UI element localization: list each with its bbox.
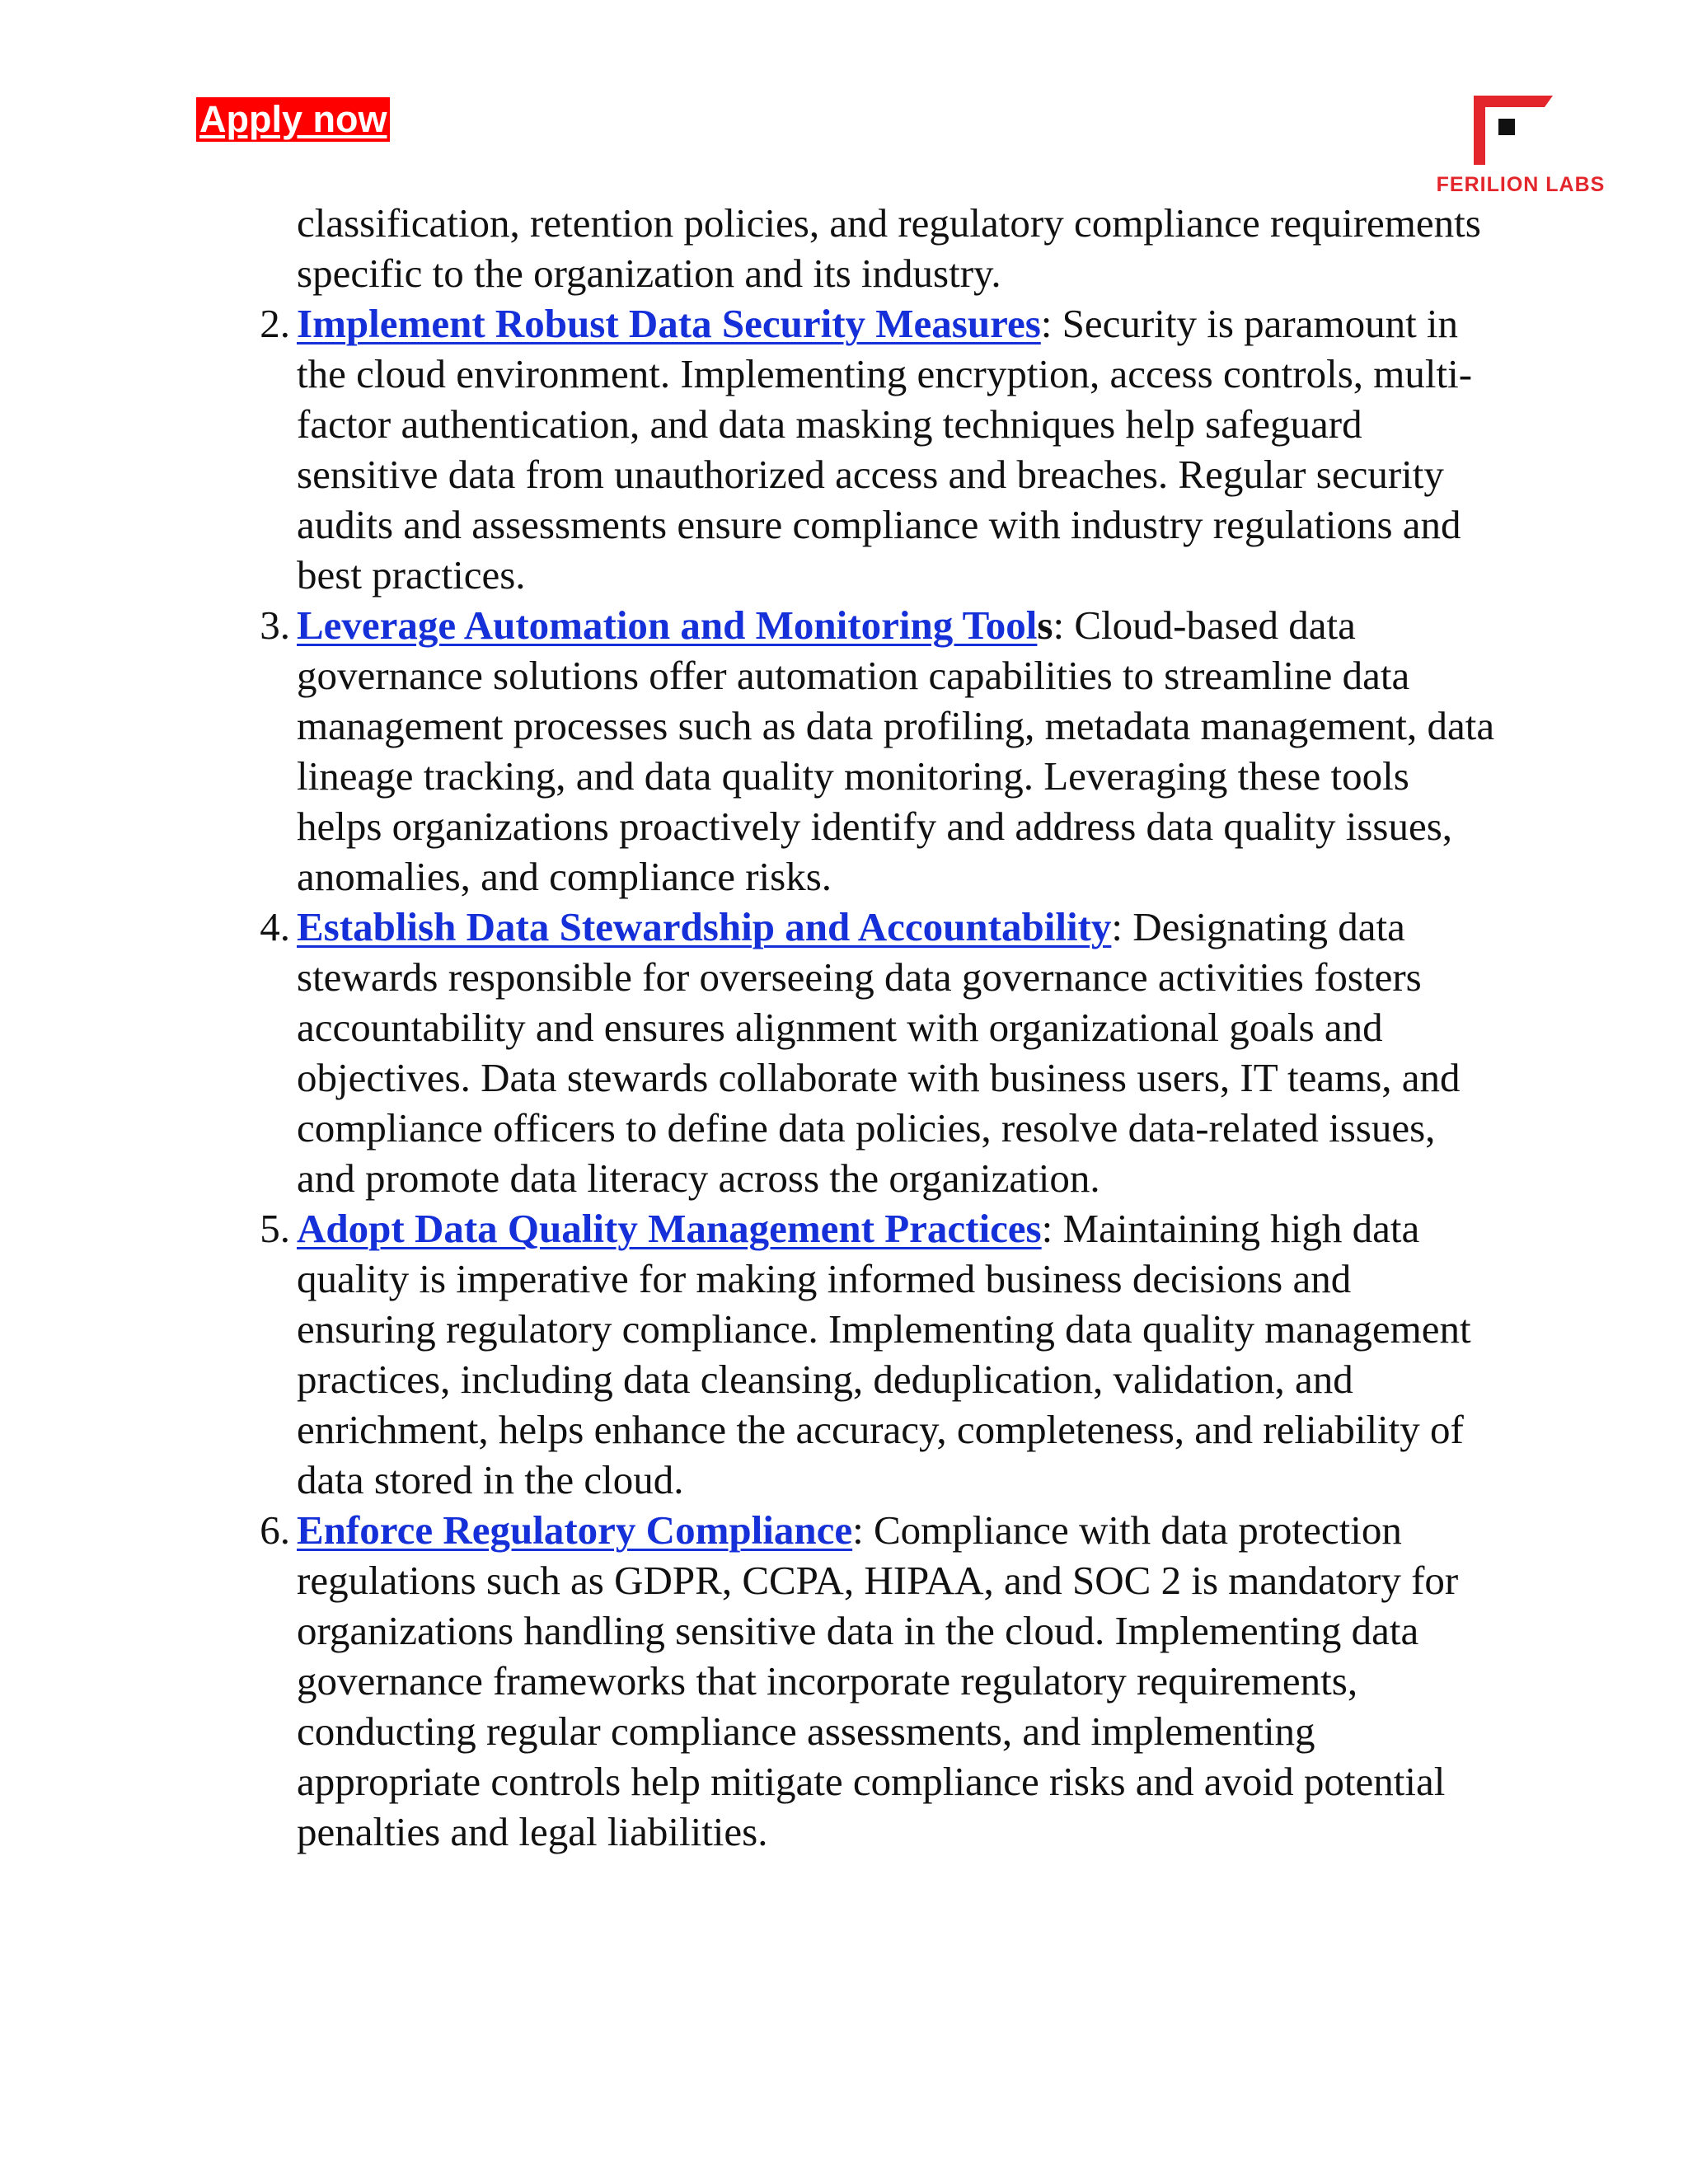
list-number: 5.	[260, 1206, 290, 1251]
document-body	[244, 198, 1497, 1857]
list-item	[244, 600, 1497, 902]
list-item	[244, 298, 1497, 600]
list-item-text: : Maintaining high data quality is imperative for making informed business decisions and ensuring regulatory compliance. Implementing data quality management practices, including data cleansing, deduplication, validation, and enrichment, helps enhance the accuracy, completeness, and reliability of data stored in the cloud.	[297, 1206, 1471, 1502]
intro-paragraph: classification, retention policies, and regulatory compliance requirements specific to the organization and its industry.	[297, 200, 1481, 296]
link-data-stewardship[interactable]: Establish Data Stewardship and Accountability	[297, 904, 1112, 949]
link-regulatory-compliance[interactable]: Enforce Regulatory Compliance	[297, 1507, 853, 1553]
list-item	[244, 1505, 1497, 1857]
link-data-quality[interactable]: Adopt Data Quality Management Practices	[297, 1206, 1042, 1251]
list-number: 2.	[260, 301, 290, 346]
logo-text: FERILION LABS	[1436, 173, 1606, 196]
apply-now-button[interactable]: Apply now	[196, 97, 390, 142]
link-data-security[interactable]: Implement Robust Data Security Measures	[297, 301, 1041, 346]
ferilion-logo-icon	[1474, 96, 1553, 165]
link-suffix: s	[1037, 602, 1053, 648]
link-automation-tools[interactable]: Leverage Automation and Monitoring Tool	[297, 602, 1038, 648]
list-item	[244, 1203, 1497, 1505]
list-item-text: : Designating data stewards responsible for overseeing data governance activities fosters accountability and ensures alignment with organizational goals and objectives. Data stewards collaborate with business users, IT teams, and compliance officers to define data policies, resolve data-related issues, and promote data literacy across the organization.	[297, 904, 1461, 1201]
list-item-text: : Security is paramount in the cloud environment. Implementing encryption, access controls, multi-factor authentication, and data masking techniques help safeguard sensitive data from unauthorized access and breaches. Regular security audits and assessments ensure compliance with industry regulations and best practices.	[297, 301, 1473, 598]
list-item-text: : Compliance with data protection regulations such as GDPR, CCPA, HIPAA, and SOC 2 is mandatory for organizations handling sensitive data in the cloud. Implementing data governance frameworks that incorporate regulatory requirements, conducting regular compliance assessments, and implementing appropriate controls help mitigate compliance risks and avoid potential penalties and legal liabilities.	[297, 1507, 1459, 1854]
list-item-text: : Cloud-based data governance solutions offer automation capabilities to streamline data management processes such as data profiling, metadata management, data lineage tracking, and data quality monitoring. Leveraging these tools helps organizations proactively identify and address data quality issues, anomalies, and compliance risks.	[297, 602, 1495, 899]
list-number: 6.	[260, 1507, 290, 1553]
ferilion-labs-logo	[1422, 96, 1620, 203]
list-number: 3.	[260, 602, 290, 648]
list-number: 4.	[260, 904, 290, 949]
list-item	[244, 902, 1497, 1203]
